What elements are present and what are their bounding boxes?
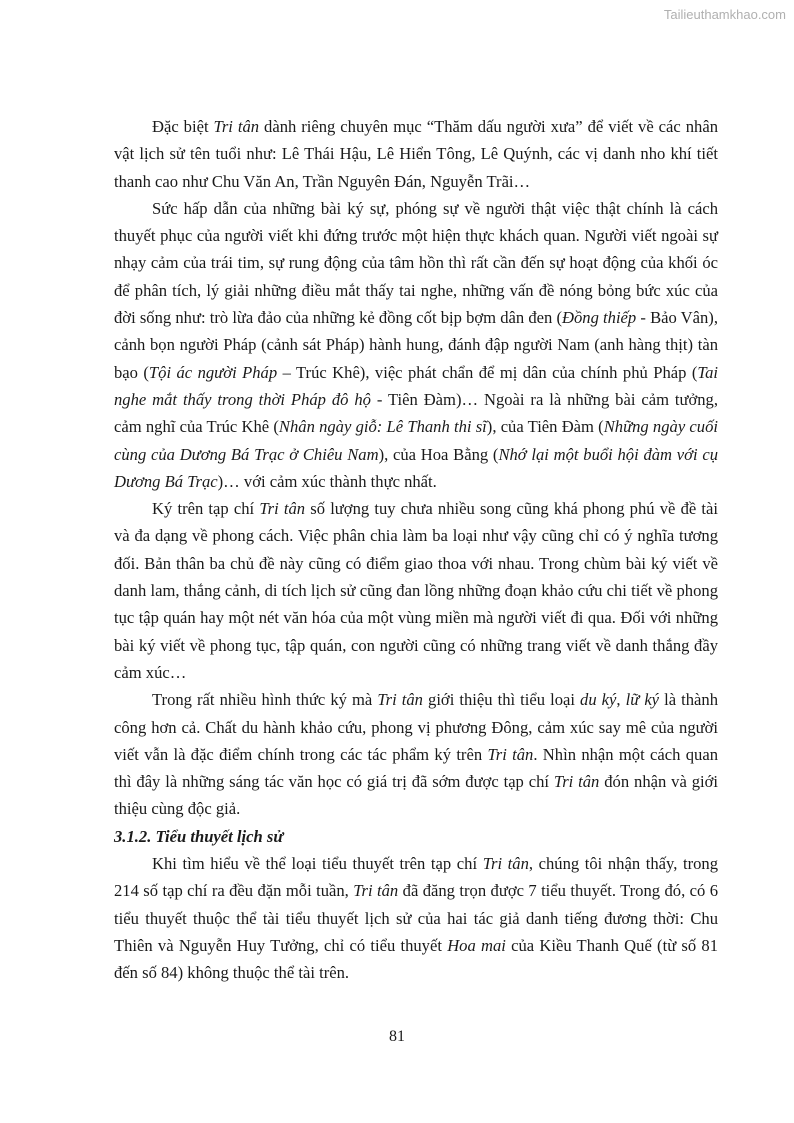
- italic-title: Những ngày cuối cùng của Dương Bá Trạc ở Chiêu Nam: [114, 417, 718, 464]
- italic-title: Tai nghe mắt thấy trong thời Pháp đô hộ: [114, 362, 718, 409]
- text-run: . Nhìn nhận một cách quan thì đây là những sáng tác văn học có giá trị đã sớm được tạp chí: [114, 744, 718, 792]
- text-run: Khi tìm hiểu về thể loại tiểu thuyết trên tạp chí: [152, 854, 483, 874]
- italic-title: Tri tân: [353, 881, 399, 901]
- italic-title: lữ ký: [625, 690, 660, 710]
- watermark: Tailieuthamkhao.com: [663, 7, 786, 22]
- paragraph-1: [114, 113, 718, 195]
- text-run: Trong rất nhiều hình thức ký mà: [152, 690, 378, 710]
- text-run: là thành công hơn cả. Chất du hành khảo cứu, phong vị phương Đông, cảm xúc say mê của người viết vẫn là đặc điểm chính trong các tác phẩm ký trên: [114, 690, 719, 764]
- section-heading: 3.1.2. Tiểu thuyết lịch sử: [114, 826, 284, 846]
- text-run: Sức hấp dẫn của những bài ký sự, phóng sự về người thật việc thật chính là cách thuyết phục của người viết khi đứng trước một hiện thực khách quan. Người viết ngoài sự nhạy cảm của trái tim, sự rung động của tâm hồn thì rất cần đến sự hoạt động của khối óc để phân tích, lý giải những điều mắt thấy tai nghe, những vấn đề nóng bỏng bức xúc của đời sống như: trò lừa đảo của những kẻ đồng cốt bịp bợm dân đen (: [114, 198, 718, 328]
- italic-title: Đồng thiếp: [562, 308, 637, 328]
- text-run: )… với cảm xúc thành thực nhất.: [217, 471, 437, 491]
- italic-title: Tri tân: [553, 772, 600, 792]
- text-run: Đặc biệt: [152, 117, 214, 136]
- text-run: - Tiên Đàm)… Ngoài ra là những bài cảm tưởng, cảm nghĩ của Trúc Khê (: [114, 389, 719, 437]
- italic-title: du ký: [580, 690, 617, 710]
- text-run: ,: [616, 690, 626, 710]
- italic-title: Hoa mai: [447, 935, 506, 955]
- text-run: ), của Tiên Đàm (: [486, 417, 604, 437]
- italic-title: Tri tân: [259, 499, 306, 519]
- text-run: – Trúc Khê), việc phát chẩn để mị dân của chính phủ Pháp (: [277, 362, 698, 382]
- text-run: giới thiệu thì tiểu loại: [422, 690, 581, 710]
- text-run: dành riêng chuyên mục “Thăm dấu người xưa” để viết về các nhân vật lịch sử tên tuổi như: Lê Thái Hậu, Lê Hiển Tông, Lê Quýnh, các vị danh nho khí tiết thanh cao như Chu Văn An, Trần Nguyên Đán, Nguyễn Trãi…: [114, 117, 718, 191]
- paragraph-5: [114, 850, 718, 986]
- italic-title: Tri tân: [377, 690, 423, 710]
- italic-title: Nhớ lại một buổi hội đàm với cụ Dương Bá Trạc: [114, 444, 719, 491]
- italic-title: Tri tân: [487, 744, 534, 764]
- italic-title: Nhân ngày giỗ: Lê Thanh thi sĩ: [278, 417, 487, 437]
- text-run: số lượng tuy chưa nhiều song cũng khá phong phú về đề tài và đa dạng về phong cách. Việc phân chia làm ba loại như vậy cũng chỉ có ý nghĩa tương đối. Bản thân ba chủ đề này cũng có điểm giao thoa với nhau. Trong chùm bài ký viết về danh lam, thắng cảnh, di tích lịch sử cũng đan lồng những đoạn khảo cứu chi tiết về phong tục tập quán hay một nét văn hóa của một vùng miền mà người viết đi qua. Đối với những bài ký viết về phong tục, tập quán, con người cũng có những trang viết về danh thắng đầy cảm xúc…: [114, 499, 719, 682]
- italic-title: Tri tân: [482, 854, 529, 874]
- paragraph-4: [114, 686, 718, 822]
- text-run: , chúng tôi nhận thấy, trong 214 số tạp chí ra đều đặn mỗi tuần,: [114, 854, 719, 901]
- page-number: 81: [389, 1028, 405, 1045]
- text-run: Ký trên tạp chí: [152, 499, 260, 519]
- page-content: [114, 113, 718, 987]
- italic-title: Tội ác người Pháp: [148, 362, 278, 382]
- italic-title: Tri tân: [213, 117, 260, 136]
- text-run: ), của Hoa Bằng (: [378, 444, 499, 464]
- paragraph-2: [114, 195, 718, 495]
- text-run: đón nhận và giới thiệu cùng độc giả.: [114, 772, 718, 819]
- text-run: đã đăng trọn được 7 tiểu thuyết. Trong đó, có 6 tiểu thuyết thuộc thể tài tiểu thuyết lịch sử của hai tác giả danh tiếng đương thời: Chu Thiên và Nguyễn Huy Tưởng, chỉ có tiểu thuyết: [114, 881, 719, 955]
- text-run: - Bảo Vân), cảnh bọn người Pháp (cảnh sát Pháp) hành hung, đánh đập người Nam (anh hàng thịt) tàn bạo (: [114, 308, 718, 382]
- text-run: của Kiều Thanh Quế (từ số 81 đến số 84) không thuộc thể tài trên.: [114, 935, 718, 983]
- paragraph-3: [114, 495, 718, 686]
